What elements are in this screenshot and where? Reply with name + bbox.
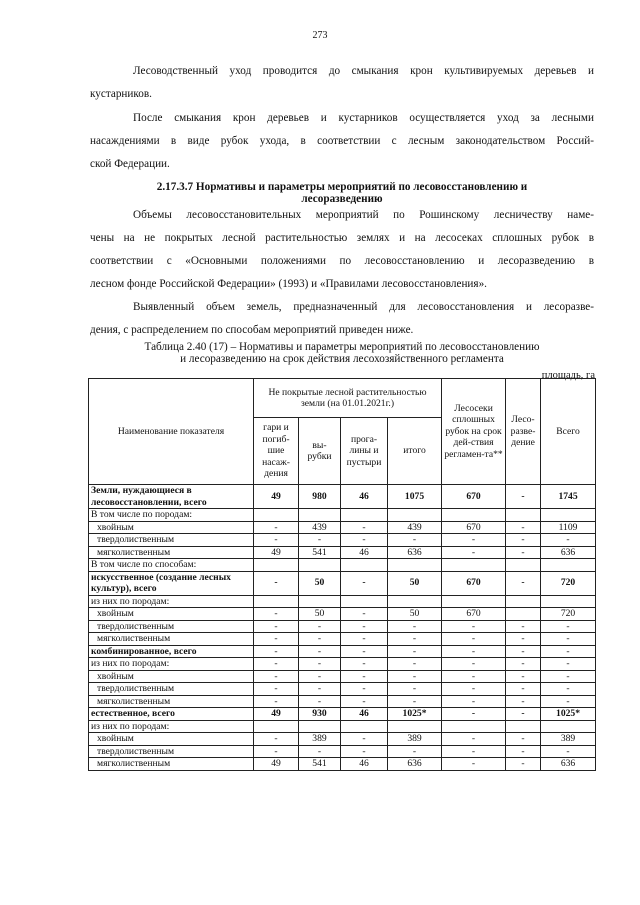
table-cell: - [541, 745, 596, 758]
table-cell: 1025* [541, 708, 596, 721]
table-cell [541, 595, 596, 608]
table-row [89, 595, 596, 608]
table-row [89, 670, 596, 683]
table-cell: 670 [442, 608, 506, 621]
table-cell: - [254, 683, 299, 696]
table-cell: - [254, 620, 299, 633]
table-cell: - [299, 620, 341, 633]
table-cell: 636 [541, 758, 596, 771]
table-cell: 46 [341, 758, 388, 771]
row-label: хвойным [89, 608, 254, 621]
table-cell: - [254, 695, 299, 708]
table-cell: 670 [442, 521, 506, 534]
table-cell: - [541, 695, 596, 708]
section-heading: лесоразведению [301, 193, 383, 205]
table-cell: - [341, 745, 388, 758]
table-cell: 439 [299, 521, 341, 534]
row-label: хвойным [89, 733, 254, 746]
table-caption: и лесоразведению на срок действия лесохозяйственного регламента [180, 353, 504, 365]
table-cell [506, 509, 541, 522]
section-heading: 2.17.3.7 Нормативы и параметры мероприятий по лесовосстановлению и [156, 181, 528, 193]
table-cell: - [541, 633, 596, 646]
table-cell: - [442, 695, 506, 708]
table-cell: - [506, 733, 541, 746]
row-label: твердолиственным [89, 745, 254, 758]
table-cell [442, 559, 506, 572]
table-row [89, 546, 596, 559]
table-cell: - [506, 546, 541, 559]
table-cell: - [506, 708, 541, 721]
table-row [89, 509, 596, 522]
table-cell: 636 [388, 758, 442, 771]
paragraph-line: После смыкания крон деревьев и кустарников осуществляется уход за лесными [133, 112, 594, 124]
table-cell: 49 [254, 758, 299, 771]
table-row [89, 521, 596, 534]
table-cell: 49 [254, 546, 299, 559]
table-cell [388, 559, 442, 572]
header-glades: прога-лины и пустыри [341, 418, 388, 485]
table-cell: 1025* [388, 708, 442, 721]
table-cell: - [541, 670, 596, 683]
table-cell [388, 720, 442, 733]
table-cell: - [506, 745, 541, 758]
table-cell: - [388, 695, 442, 708]
table-cell [388, 509, 442, 522]
table-cell: - [299, 534, 341, 547]
table-cell [442, 595, 506, 608]
row-label: В том числе по породам: [89, 509, 254, 522]
table-cell: 389 [388, 733, 442, 746]
table-cell: - [442, 658, 506, 671]
table-cell: - [506, 658, 541, 671]
table-cell: - [299, 645, 341, 658]
table-cell: - [254, 745, 299, 758]
header-afforestation: Лесо-разве-дение [506, 379, 541, 485]
table-cell: 439 [388, 521, 442, 534]
table-cell: - [506, 485, 541, 509]
table-cell [254, 720, 299, 733]
table-cell: 50 [299, 571, 341, 595]
table-cell: - [442, 645, 506, 658]
table-cell [299, 720, 341, 733]
table-cell: 636 [388, 546, 442, 559]
table-cell: - [254, 571, 299, 595]
table-cell: 541 [299, 758, 341, 771]
table-row [89, 645, 596, 658]
table-row [89, 485, 596, 509]
paragraph-line: насаждениями в виде рубок ухода, в соответствии с лесным законодательством Россий- [90, 135, 594, 147]
table-cell: - [254, 608, 299, 621]
table-cell: 980 [299, 485, 341, 509]
table-cell: - [541, 658, 596, 671]
table-cell: - [254, 534, 299, 547]
table-cell [299, 595, 341, 608]
paragraph-line: ской Федерации. [90, 158, 170, 170]
row-label: мягколиственным [89, 546, 254, 559]
table-cell: - [299, 633, 341, 646]
table-cell: - [254, 633, 299, 646]
table-row [89, 633, 596, 646]
table-cell: - [341, 608, 388, 621]
row-label: твердолиственным [89, 534, 254, 547]
table-cell [506, 595, 541, 608]
table-cell [541, 559, 596, 572]
row-label: мягколиственным [89, 758, 254, 771]
table-cell: 49 [254, 708, 299, 721]
table-cell: - [341, 695, 388, 708]
table-cell [254, 595, 299, 608]
table-cell: - [254, 733, 299, 746]
row-label: В том числе по способам: [89, 559, 254, 572]
row-label: твердолиственным [89, 683, 254, 696]
row-label: мягколиственным [89, 633, 254, 646]
table-cell: - [299, 670, 341, 683]
table-cell: - [442, 708, 506, 721]
table-cell: - [388, 658, 442, 671]
table-cell: - [442, 534, 506, 547]
table-cell: - [388, 633, 442, 646]
table-row [89, 683, 596, 696]
table-cell: 636 [541, 546, 596, 559]
table-cell: - [442, 733, 506, 746]
header-grand-total: Всего [541, 379, 596, 485]
paragraph-line: лесном фонде Российской Федерации» (1993) и «Правилами лесовосстановления». [90, 278, 487, 290]
paragraph-line: чены на не покрытых лесной растительностью землях и на лесосеках сплошных рубок в [90, 232, 594, 244]
table-cell [341, 595, 388, 608]
table-cell: 46 [341, 708, 388, 721]
table-unit: площадь, га [541, 370, 595, 381]
table-cell: 720 [541, 608, 596, 621]
row-label: искусственное (создание лесных культур), всего [89, 571, 254, 595]
table-cell [254, 559, 299, 572]
paragraph-line: дения, с распределением по способам мероприятий приведен ниже. [90, 324, 414, 336]
table-row [89, 608, 596, 621]
header-subtotal: итого [388, 418, 442, 485]
table-cell: 49 [254, 485, 299, 509]
table-cell [506, 720, 541, 733]
table-cell: - [341, 658, 388, 671]
table-cell [299, 559, 341, 572]
table-row [89, 720, 596, 733]
table-row [89, 733, 596, 746]
table-cell: - [341, 521, 388, 534]
row-label: хвойным [89, 521, 254, 534]
table-cell: 46 [341, 485, 388, 509]
table-cell: - [254, 521, 299, 534]
paragraph-line: Объемы лесовосстановительных мероприятий по Рошинскому лесничеству наме- [133, 209, 594, 221]
table-row [89, 559, 596, 572]
table-cell: - [442, 620, 506, 633]
table-cell: - [388, 745, 442, 758]
table-cell [299, 509, 341, 522]
table-cell: - [506, 758, 541, 771]
paragraph-line: Лесоводственный уход проводится до смыкания крон культивируемых деревьев и [133, 65, 594, 77]
table-cell: - [506, 620, 541, 633]
table-cell: 1109 [541, 521, 596, 534]
table-cell: - [388, 670, 442, 683]
table-cell: 541 [299, 546, 341, 559]
table-row [89, 745, 596, 758]
table-cell: - [506, 670, 541, 683]
table-cell: - [442, 670, 506, 683]
table-cell: 1745 [541, 485, 596, 509]
row-label: твердолиственным [89, 620, 254, 633]
table-cell: - [506, 633, 541, 646]
table-cell [388, 595, 442, 608]
table-cell: 50 [299, 608, 341, 621]
table-cell: 46 [341, 546, 388, 559]
table-cell: - [541, 645, 596, 658]
table-cell: 389 [541, 733, 596, 746]
table-cell [254, 509, 299, 522]
table-cell: - [341, 683, 388, 696]
table-cell: 670 [442, 571, 506, 595]
header-indicator: Наименование показателя [89, 379, 254, 485]
header-clearcuts: Лесосеки сплошных рубок на срок дей-ствия регламен-та** [442, 379, 506, 485]
table-cell: - [341, 670, 388, 683]
table-row [89, 708, 596, 721]
table-cell: - [506, 571, 541, 595]
table-cell: - [506, 645, 541, 658]
table-row [89, 571, 596, 595]
table-row [89, 658, 596, 671]
table-cell [341, 509, 388, 522]
table-cell [341, 720, 388, 733]
row-label: из них по породам: [89, 658, 254, 671]
table-cell: - [254, 645, 299, 658]
row-label: из них по породам: [89, 595, 254, 608]
table-cell: - [341, 733, 388, 746]
table-cell [442, 509, 506, 522]
table-cell [541, 720, 596, 733]
table-cell: 720 [541, 571, 596, 595]
table-cell: - [299, 695, 341, 708]
table-cell: - [254, 670, 299, 683]
table-cell: - [506, 521, 541, 534]
header-burns: гари и погиб-шие насаж-дения [254, 418, 299, 485]
table-cell: - [506, 695, 541, 708]
table-cell [341, 559, 388, 572]
table-cell: 670 [442, 485, 506, 509]
paragraph-line: кустарников. [90, 88, 152, 100]
row-label: из них по породам: [89, 720, 254, 733]
table-cell: - [541, 534, 596, 547]
row-label: комбинированное, всего [89, 645, 254, 658]
table-cell: 50 [388, 608, 442, 621]
table-cell: 389 [299, 733, 341, 746]
table-cell: - [442, 758, 506, 771]
row-label: Земли, нуждающиеся в лесовосстановлении, всего [89, 485, 254, 509]
table-cell: - [442, 633, 506, 646]
table-cell: - [341, 534, 388, 547]
table-cell: - [299, 658, 341, 671]
table-row [89, 758, 596, 771]
table-cell: - [388, 645, 442, 658]
table-cell: 50 [388, 571, 442, 595]
table-cell: - [541, 683, 596, 696]
table-row [89, 695, 596, 708]
table-cell: - [442, 683, 506, 696]
paragraph-line: Выявленный объем земель, предназначенный для лесовосстановления и лесоразве- [133, 301, 594, 313]
header-cuttings: вы-рубки [299, 418, 341, 485]
table-cell: - [299, 683, 341, 696]
table-cell: - [341, 620, 388, 633]
table-cell [442, 720, 506, 733]
table-cell [541, 509, 596, 522]
table-cell: - [388, 683, 442, 696]
row-label: естественное, всего [89, 708, 254, 721]
row-label: мягколиственным [89, 695, 254, 708]
table-cell: - [388, 534, 442, 547]
table-caption: Таблица 2.40 (17) – Нормативы и параметры мероприятий по лесовосстановлению [144, 341, 540, 353]
table-cell: - [299, 745, 341, 758]
table-cell: - [442, 745, 506, 758]
table-row [89, 534, 596, 547]
table-cell: - [388, 620, 442, 633]
table-cell: - [541, 620, 596, 633]
table-cell: - [506, 534, 541, 547]
table-cell: - [341, 633, 388, 646]
table-cell: - [506, 683, 541, 696]
reforestation-table [88, 378, 596, 771]
page-number: 273 [312, 30, 328, 41]
table-cell: - [341, 645, 388, 658]
table-cell: - [341, 571, 388, 595]
paragraph-line: соответствии с «Основными положениями по лесовосстановлению и лесоразведению в [90, 255, 594, 267]
header-not-covered: Не покрытые лесной растительностью земли (на 01.01.2021г.) [254, 379, 442, 418]
table-cell: 930 [299, 708, 341, 721]
row-label: хвойным [89, 670, 254, 683]
table-row [89, 620, 596, 633]
table-cell: - [254, 658, 299, 671]
table-cell [506, 608, 541, 621]
table-cell [506, 559, 541, 572]
table-cell: 1075 [388, 485, 442, 509]
table-cell: - [442, 546, 506, 559]
